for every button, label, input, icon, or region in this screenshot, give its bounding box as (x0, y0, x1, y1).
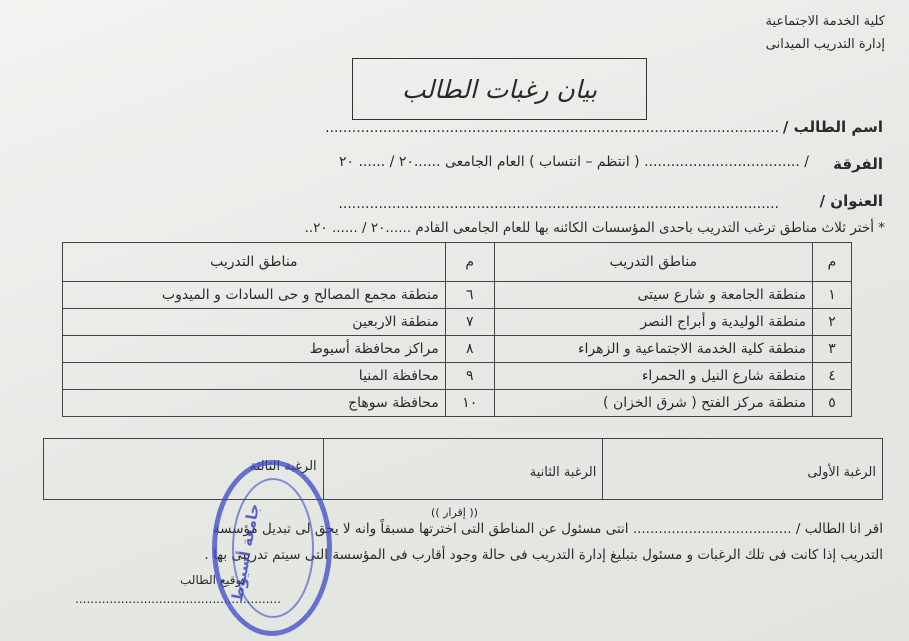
declaration-line-1: اقر انا الطالب / ..................................... انتى مسئول عن المناطق التى اخترتها مسبقاً وانه لا يحق لى تبديل مؤسسة (212, 521, 883, 537)
area-name: منطقة شارع النيل و الحمراء (494, 363, 812, 390)
table-header-row (63, 243, 852, 282)
declaration-line-2: التدريب إذا كانت فى تلك الرغبات و مسئول بتبليغ إدارة التدريب فى حالة وجود أقارب فى المؤسسة التى سيتم تدريبى بها . (204, 547, 883, 563)
declaration-title: (( إقرار )) (431, 506, 478, 519)
student-name-field[interactable]: ...................................................................................................... (325, 120, 779, 136)
row-number: ٢ (813, 309, 852, 336)
area-name: منطقة كلية الخدمة الاجتماعية و الزهراء (494, 336, 812, 363)
row-number: ١ (813, 282, 852, 309)
row-number: ٣ (813, 336, 852, 363)
area-name: منطقة مجمع المصالح و حى السادات و الميدوب (63, 282, 446, 309)
second-wish-label: الرغبة الثانية (529, 465, 597, 480)
grade-field[interactable]: / ................................... ( انتظم – انتساب ) العام الجامعى ......٢٠ / ...... ٢٠ (338, 154, 809, 170)
department-name: إدارة التدريب الميدانى (765, 37, 885, 52)
table-row (63, 309, 852, 336)
table-row (63, 363, 852, 390)
training-areas-table (62, 242, 852, 417)
college-name: كلية الخدمة الاجتماعية (765, 14, 885, 29)
area-name: منطقة مركز الفتح ( شرق الخزان ) (494, 390, 812, 417)
area-name: محافظة المنيا (63, 363, 446, 390)
stamp-text: جامعة أسيوط (228, 501, 264, 604)
first-wish-field[interactable] (602, 439, 882, 499)
table-row (63, 282, 852, 309)
area-name: منطقة الجامعة و شارع سيتى (494, 282, 812, 309)
area-header-2: مناطق التدريب (63, 243, 446, 282)
grade-label: الفرقة (833, 155, 883, 173)
address-field[interactable]: ................................................................................................... (338, 196, 779, 212)
third-wish-label: الرغبة الثالثة (249, 459, 317, 474)
student-name-label: اسم الطالب / (782, 118, 883, 136)
form-title (352, 58, 647, 120)
instruction-text: * أختر ثلاث مناطق ترغب التدريب باحدى المؤسسات الكائنه بها للعام الجامعى القادم ......٢٠ / ...... ٢٠.. (304, 220, 885, 236)
area-name: مراكز محافظة أسيوط (63, 336, 446, 363)
table-row (63, 336, 852, 363)
row-number: ٦ (445, 282, 494, 309)
row-number: ١٠ (445, 390, 494, 417)
form-title-text: بيان رغبات الطالب (401, 74, 598, 104)
row-number: ٩ (445, 363, 494, 390)
wishes-box (43, 438, 883, 500)
row-number: ٧ (445, 309, 494, 336)
row-number: ٤ (813, 363, 852, 390)
row-number: ٥ (813, 390, 852, 417)
second-wish-field[interactable] (323, 439, 603, 499)
area-header-1: مناطق التدريب (494, 243, 812, 282)
area-name: منطقة الوليدية و أبراج النصر (494, 309, 812, 336)
num-header-2: م (445, 243, 494, 282)
signature-label: توقيع الطالب (180, 573, 246, 587)
table-row (63, 390, 852, 417)
row-number: ٨ (445, 336, 494, 363)
area-name: محافظة سوهاج (63, 390, 446, 417)
address-label: العنوان / (819, 192, 883, 210)
first-wish-label: الرغبة الأولى (807, 465, 876, 480)
signature-field[interactable]: ...................................................... (75, 592, 281, 606)
num-header-1: م (813, 243, 852, 282)
area-name: منطقة الاربعين (63, 309, 446, 336)
